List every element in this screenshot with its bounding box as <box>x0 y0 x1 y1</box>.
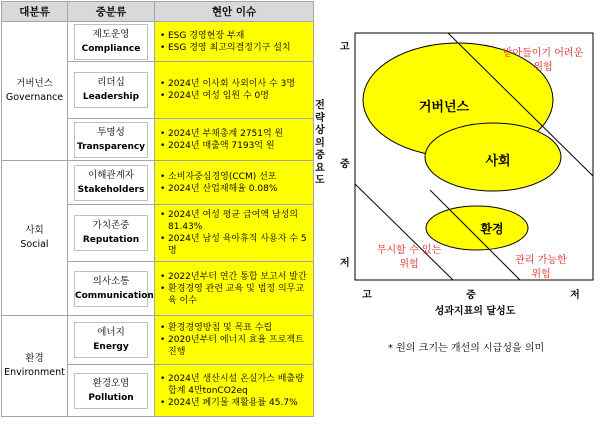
issue-item: • 2024년 이사회 사외이사 수 3명 <box>159 78 309 90</box>
issue-item: • 2024년 폐기물 재활용률 45.7% <box>159 397 309 409</box>
subcategory-ko: 제도운영 <box>92 28 130 40</box>
issue-item: • 2024년 여성 평균 급여액 남성의 81.43% <box>159 209 309 233</box>
subcategory-en: Compliance <box>81 43 141 54</box>
y-axis-label-char: 전 <box>315 100 325 111</box>
category-en: Environment <box>4 367 65 378</box>
subcategory-ko: 투명성 <box>97 126 125 138</box>
footnote: * 원의 크기는 개선의 시급성을 의미 <box>388 343 545 354</box>
issue-item: • 2020년부터 에너지 효율 프로젝트 진행 <box>159 334 309 358</box>
issue-item: • 소비자중심경영(CCM) 선포 <box>159 171 309 183</box>
subcategory-ko: 환경오염 <box>92 377 130 389</box>
x-tick-low: 저 <box>570 290 580 301</box>
zone-label: 무시할 수 있는 <box>376 245 442 256</box>
y-axis-label-char: 상 <box>315 125 325 136</box>
x-tick-high: 고 <box>362 290 372 301</box>
bubble-label: 사회 <box>485 154 511 169</box>
subcategory-en: Stakeholders <box>77 184 145 195</box>
issue-item: • ESG 경영 최고의결정기구 설치 <box>159 42 309 54</box>
zone-label: 관리 가능한 <box>515 255 567 266</box>
header-middle: 중분류 <box>68 2 155 22</box>
subcategory-ko: 에너지 <box>97 327 125 338</box>
x-axis-label: 성과지표의 달성도 <box>434 306 516 317</box>
category-ko: 환경 <box>25 353 44 364</box>
issue-item: • 2024년 부채총계 2751억 원 <box>159 128 309 140</box>
bubble-label: 환경 <box>480 222 504 236</box>
zone-label: 위험 <box>531 269 551 280</box>
y-tick-high: 고 <box>340 42 350 53</box>
header-major: 대분류 <box>2 2 68 22</box>
subcategory-en: Reputation <box>82 235 140 245</box>
issue-item: • 2024년 남성 육아휴직 사용자 수 5명 <box>159 233 309 257</box>
subcategory-en: Leadership <box>82 92 140 102</box>
category-ko: 사회 <box>25 225 44 236</box>
bubble-environment <box>426 206 528 250</box>
issue-item: • 2024년 여성 임원 수 0명 <box>159 90 309 102</box>
zone-label: 위험 <box>399 259 419 270</box>
header-issue: 현안 이슈 <box>155 2 314 22</box>
x-tick-mid: 중 <box>466 290 476 301</box>
subcategory-en: Energy <box>93 342 129 352</box>
subcategory-ko: 리더십 <box>97 77 125 88</box>
issue-item: • 2022년부터 연간 통합 보고서 발간 <box>159 271 309 283</box>
issue-item: • 2024년 생산시설 온실가스 배출량 합계 4만tonCO2eq <box>159 373 309 397</box>
subcategory-ko: 이해관계자 <box>88 169 134 181</box>
issue-item: • 환경경영방침 및 목표 수립 <box>159 322 309 334</box>
y-axis-label-char: 요 <box>315 162 325 174</box>
zone-label: 위험 <box>533 62 553 73</box>
y-axis-label-char: 도 <box>315 175 325 186</box>
y-axis-label-char: 중 <box>315 150 325 161</box>
subcategory-ko: 가치존중 <box>92 220 130 231</box>
category-ko: 거버넌스 <box>16 78 53 89</box>
issue-item: • ESG 경영현장 부재 <box>159 30 309 42</box>
y-axis-label-char: 략 <box>315 112 325 124</box>
category-en: Governance <box>5 92 64 103</box>
issue-item: • 2024년 산업재해율 0.08% <box>159 183 309 195</box>
y-tick-low: 저 <box>340 258 350 269</box>
subcategory-en: Pollution <box>88 392 134 403</box>
y-tick-mid: 중 <box>340 159 350 170</box>
issue-item: • 2024년 매출액 7193억 원 <box>159 140 309 152</box>
zone-label: 받아들이기 어려운 <box>502 48 584 59</box>
y-axis-label-char: 의 <box>315 137 325 149</box>
subcategory-ko: 의사소통 <box>92 275 130 287</box>
bubble-label: 거버넌스 <box>418 100 470 115</box>
y-axis-label <box>313 100 327 188</box>
category-en: Social <box>20 239 49 250</box>
subcategory-en: Transparency <box>76 141 146 152</box>
issue-item: • 환경경영 관련 교육 및 법정 의무교육 이수 <box>159 283 309 307</box>
subcategory-en: Communication <box>75 290 154 301</box>
